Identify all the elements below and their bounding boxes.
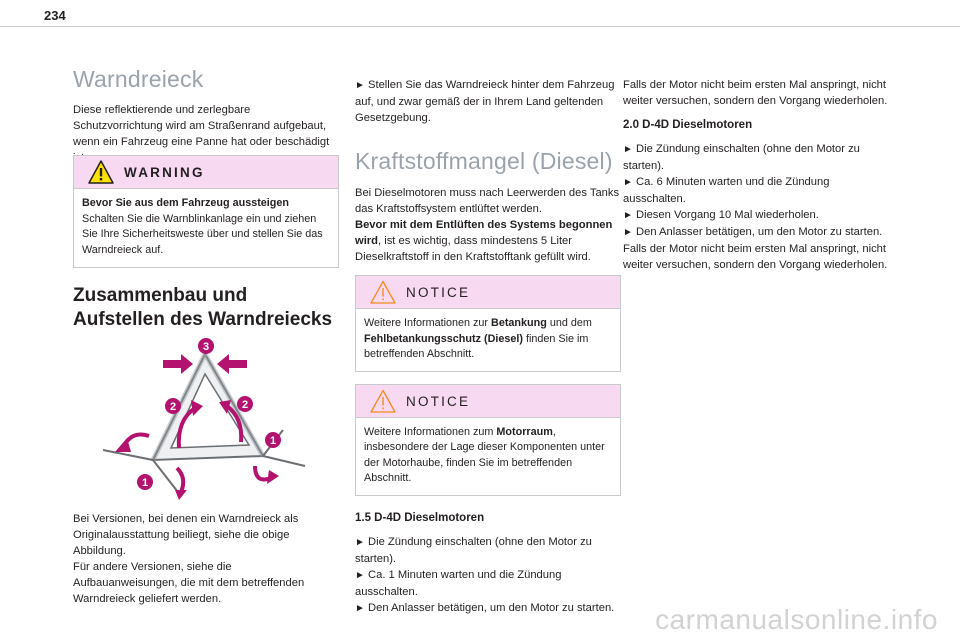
notice-label: NOTICE	[406, 285, 471, 300]
notice-box-betankung: NOTICE Weitere Informationen zur Betankung und dem Fehlbetankungsschutz (Diesel) finden Sie im betreffenden Abschnitt.	[355, 275, 621, 372]
step-2-0-4: ► Den Anlasser betätigen, um den Motor zu starten.	[623, 226, 883, 238]
step-2-0-3: ► Diesen Vorgang 10 Mal wiederholen.	[623, 209, 819, 221]
step-1-5-3: ► Den Anlasser betätigen, um den Motor zu starten.	[355, 601, 615, 614]
step-place-triangle-text: Stellen Sie das Warndreieck hinter dem Fahrzeug auf, und zwar gemäß der in Ihrem Land geltenden Gesetzgebung.	[355, 79, 615, 124]
step-2-0-1: ► Die Zündung einschalten (ohne den Motor zu starten).	[623, 143, 860, 172]
warning-triangle-assembly-illustration	[95, 338, 315, 506]
column-2	[355, 77, 621, 617]
step-1-5-1: ► Die Zündung einschalten (ohne den Motor zu starten).	[355, 535, 592, 565]
warning-box-body	[74, 189, 338, 266]
diesel-intro-2	[355, 217, 621, 265]
body-other-versions: Für andere Versionen, siehe die Aufbauanweisungen, die mit dem betreffenden Warndreieck geliefert werden.	[73, 561, 305, 605]
column-1	[73, 66, 339, 626]
page-number: 234	[44, 8, 66, 23]
section-title-kraftstoffmangel: Kraftstoffmangel (Diesel)	[355, 148, 613, 174]
notice-box-header-2	[356, 385, 620, 418]
section-title-warndreieck: Warndreieck	[73, 66, 204, 92]
warning-triangle-icon	[88, 160, 114, 184]
warning-box	[73, 155, 339, 268]
subheading-2-0-d4d: 2.0 D-4D Dieselmotoren	[623, 119, 753, 131]
figure-label-2-left: 2	[169, 401, 177, 413]
warning-label: WARNING	[124, 165, 205, 180]
warning-box-header	[74, 156, 338, 189]
step-1-5-2: ► Ca. 1 Minuten warten und die Zündung ausschalten.	[355, 568, 562, 598]
subheading-1-5-d4d: 1.5 D-4D Dieselmotoren	[355, 511, 485, 524]
notice-triangle-icon	[370, 280, 396, 304]
notice-box-motorraum: NOTICE Weitere Informationen zum Motorraum, insbesondere der Lage dieser Komponenten unter der Motorhaube, finden Sie im betreffenden Abschnitt.	[355, 384, 621, 496]
notice-triangle-icon	[370, 389, 396, 413]
warning-lead: Bevor Sie aus dem Fahrzeug aussteigen	[82, 197, 290, 209]
step-arrow-icon: ►	[355, 80, 365, 91]
notice-label-2: NOTICE	[406, 393, 471, 409]
figure-label-1-left: 1	[141, 477, 149, 489]
warning-text: Schalten Sie die Warnblinkanlage ein und ziehen Sie Ihre Sicherheitsweste über und stellen Sie das Warndreieck auf.	[82, 212, 323, 256]
body-versions: Bei Versionen, bei denen ein Warndreieck als Originalausstattung beiliegt, siehe die obige Abbildung.	[73, 513, 299, 557]
step-place-triangle	[355, 77, 621, 126]
warndreieck-intro: Diese reflektierende und zerlegbare Schutzvorrichtung wird am Straßenrand aufgebaut, wenn ein Fahrzeug eine Panne hat oder beschädigt	[73, 104, 330, 148]
header-divider	[0, 26, 960, 27]
diesel-intro-bold: Bevor mit dem Entlüften des Systems begonnen wird	[355, 219, 613, 247]
retry-note-1: Falls der Motor nicht beim ersten Mal anspringt, nicht weiter versuchen, sondern den Vorgang wiederholen.	[623, 79, 888, 107]
retry-note-2: Falls der Motor nicht beim ersten Mal anspringt, nicht weiter versuchen, sondern den Vorgang wiederholen.	[623, 243, 888, 271]
diesel-intro: Bei Dieselmotoren muss nach Leerwerden des Tanks das Kraftstoffsystem entlüftet werden.	[355, 187, 620, 215]
notice-box-header	[356, 276, 620, 309]
heading-zusammenbau: Zusammenbau und Aufstellen des Warndreiecks	[73, 285, 333, 330]
column-3	[623, 77, 889, 273]
figure-label-2-right: 2	[241, 399, 249, 411]
figure-label-1-right: 1	[269, 435, 277, 447]
figure-label-3: 3	[202, 341, 210, 353]
watermark: carmanualsonline.info	[655, 604, 938, 635]
diesel-intro-rest: , ist es wichtig, dass mindestens 5 Liter Dieselkraftstoff in den Kraftstofftank gefüllt wird.	[355, 235, 591, 263]
step-2-0-2: ► Ca. 6 Minuten warten und die Zündung ausschalten.	[623, 176, 830, 205]
